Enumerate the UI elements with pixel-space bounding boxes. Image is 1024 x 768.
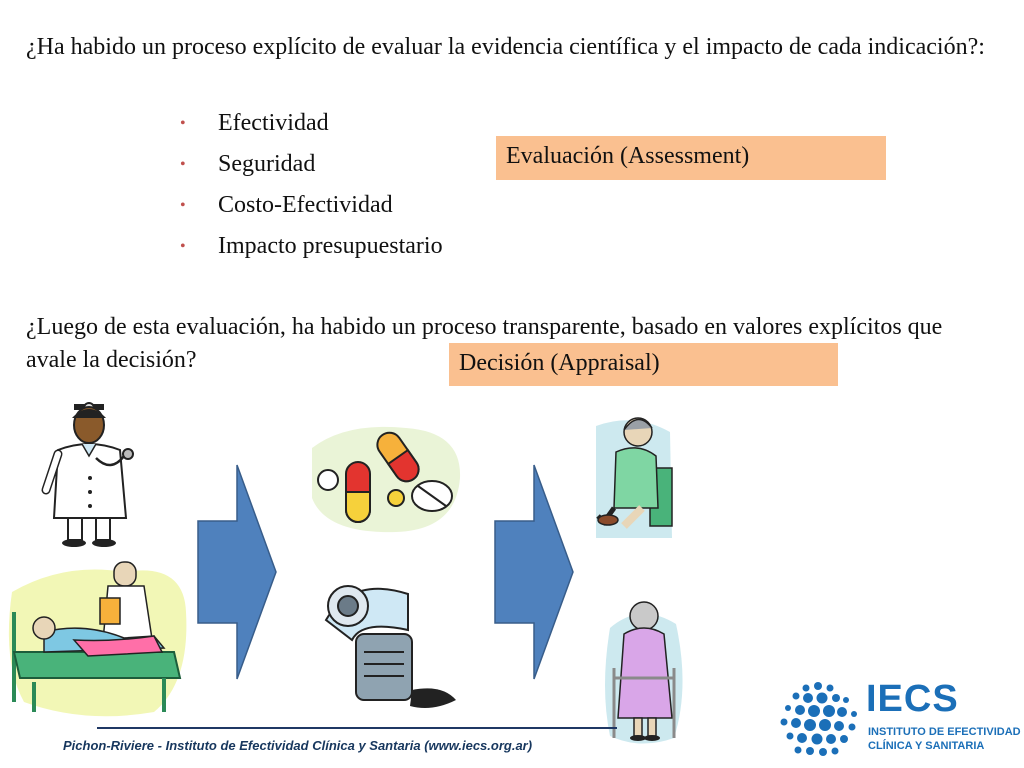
criteria-item: • Impacto presupuestario: [180, 226, 443, 267]
iecs-logo: [772, 676, 1020, 762]
appraisal-label-box: Decisión (Appraisal): [449, 343, 838, 386]
flow-arrow: [197, 464, 277, 680]
logo-title: IECS: [866, 678, 959, 720]
logo-subtitle: CLÍNICA Y SANITARIA: [868, 740, 985, 752]
question-appraisal: ¿Luego de esta evaluación, ha habido un proceso transparente, basado en valores explícitos que avale la decisión?: [26, 314, 943, 373]
pills-clipart: [306, 418, 464, 536]
bullet-icon: •: [180, 197, 186, 214]
criteria-item: • Efectividad: [180, 103, 443, 144]
bullet-icon: •: [180, 238, 186, 255]
question-assessment: ¿Ha habido un proceso explícito de evaluar la evidencia científica y el impacto de cada indicación?:: [26, 34, 985, 60]
seated-patient-clipart: [594, 412, 676, 540]
doctor-clipart: [36, 398, 142, 548]
criteria-list: [180, 103, 443, 267]
medicine-bottle-clipart: [322, 580, 462, 714]
iecs-logo-icon: [772, 676, 864, 762]
footer-credit: Pichon-Riviere - Instituto de Efectividad Clínica y Santaria (www.iecs.org.ar): [63, 738, 533, 753]
assessment-label-box: Evaluación (Assessment): [496, 136, 886, 180]
criteria-item: • Seguridad: [180, 144, 443, 185]
flow-arrow: [494, 464, 574, 680]
logo-subtitle: INSTITUTO DE EFECTIVIDAD: [868, 726, 1021, 738]
footer-divider: [97, 727, 617, 729]
criteria-item: • Costo-Efectividad: [180, 185, 443, 226]
patient-bed-clipart: [4, 552, 190, 720]
bullet-icon: •: [180, 115, 186, 132]
bullet-icon: •: [180, 156, 186, 173]
